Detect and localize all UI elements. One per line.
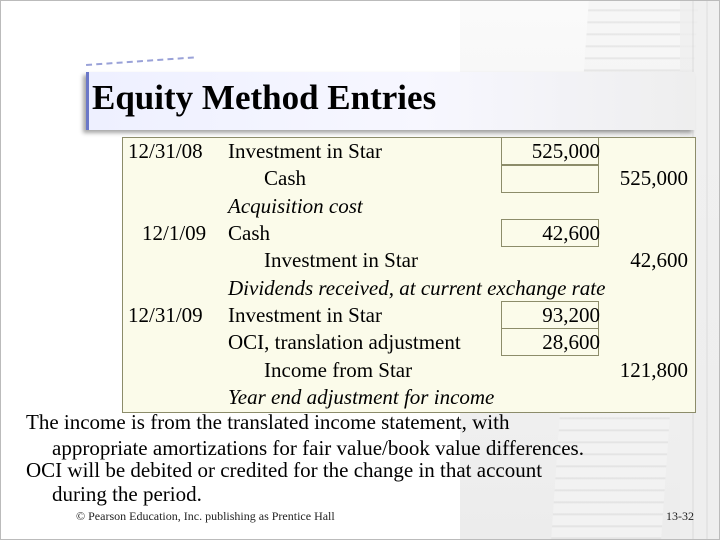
entry-date: 12/1/09 [142,221,207,245]
entry-debit: 93,200 [542,303,600,327]
entry-account: OCI, translation adjustment [228,330,461,354]
entry-memo: Year end adjustment for income [228,385,495,409]
entry-debit: 42,600 [542,221,600,245]
entry-date: 12/31/08 [128,139,203,163]
entry-account: Investment in Star [264,248,418,272]
entry-account: Income from Star [264,358,413,382]
entry-account: Cash [264,166,306,190]
paragraph-line: OCI will be debited or credited for the change in that account [26,458,543,482]
entry-memo: Acquisition cost [228,194,363,218]
entry-account: Investment in Star [228,139,382,163]
entry-account: Cash [228,221,270,245]
paragraph-line: during the period. [52,482,202,506]
entry-debit: 28,600 [542,330,600,354]
copyright-footer: © Pearson Education, Inc. publishing as Prentice Hall [76,509,335,523]
paragraph-line: appropriate amortizations for fair value/book value differences. [52,436,584,460]
entry-date: 12/31/09 [128,303,203,327]
entry-account: Investment in Star [228,303,382,327]
slide-number: 13-32 [666,509,694,523]
paragraph-line: The income is from the translated income statement, with [26,410,510,434]
entry-memo: Dividends received, at current exchange rate [228,276,606,300]
entry-credit: 121,800 [619,358,688,382]
entry-credit: 525,000 [619,166,688,190]
entry-credit: 42,600 [630,248,688,272]
slide-title: Equity Method Entries [92,78,437,117]
entry-debit: 525,000 [531,139,600,163]
